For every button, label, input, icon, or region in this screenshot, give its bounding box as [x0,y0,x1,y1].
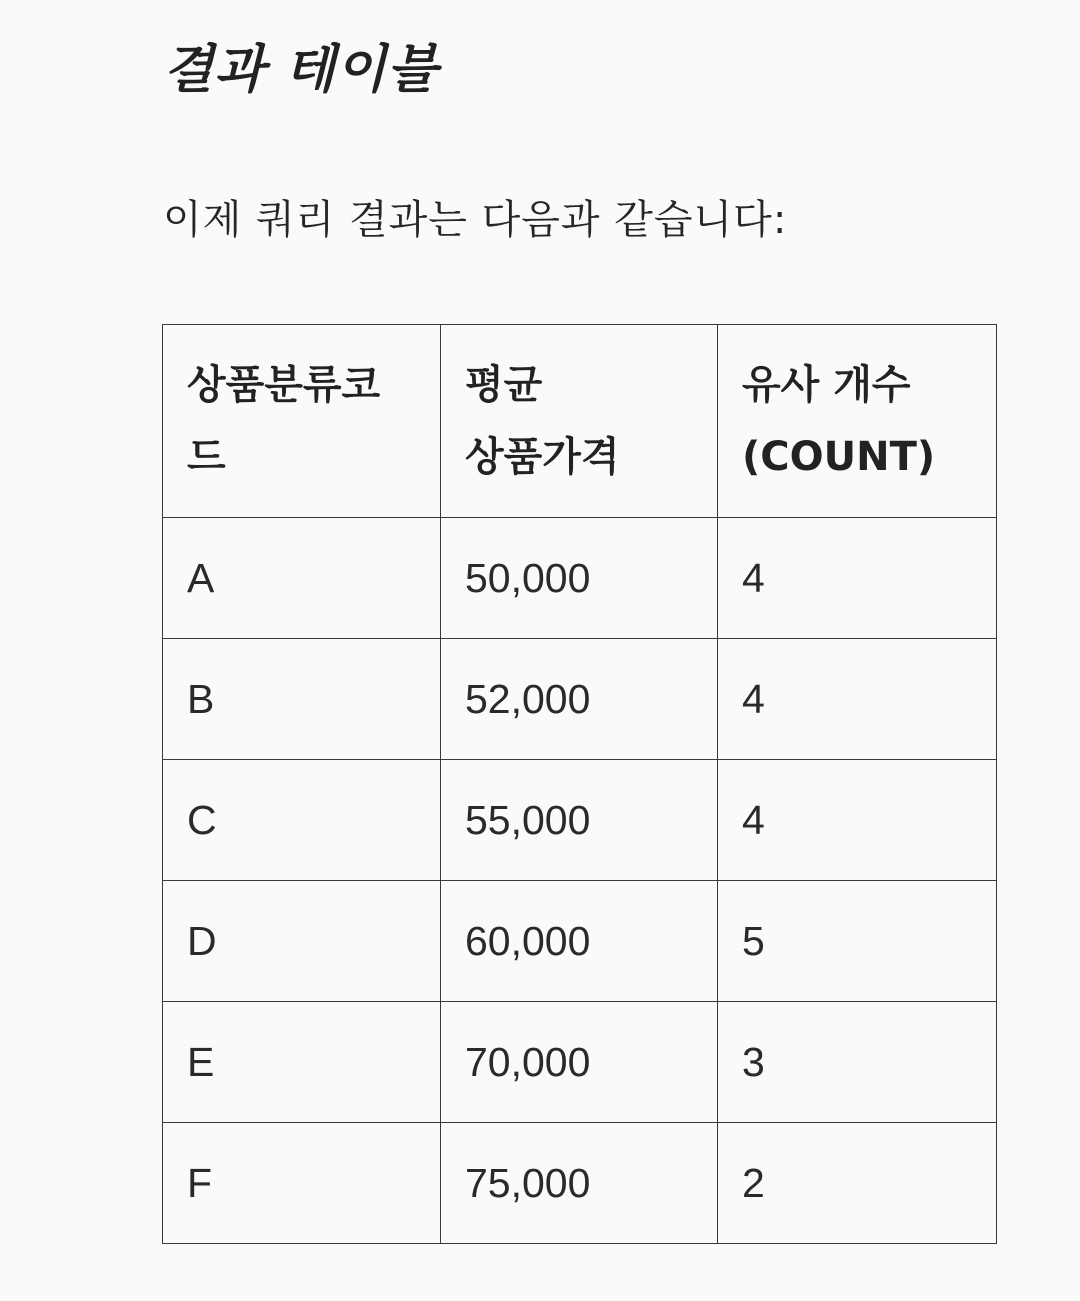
table-row [163,518,997,639]
cell-average-price: 55,000 [441,760,718,881]
header-category-code: 상품분류코드 [163,325,441,518]
cell-average-price: 52,000 [441,639,718,760]
cell-average-price: 50,000 [441,518,718,639]
cell-average-price: 70,000 [441,1002,718,1123]
table-row [163,1123,997,1244]
cell-category-code: A [163,518,441,639]
intro-text: 이제 쿼리 결과는 다음과 같습니다: [163,197,788,243]
header-count: 유사 개수 (COUNT) [718,325,997,518]
cell-count: 4 [718,639,997,760]
cell-average-price: 75,000 [441,1123,718,1244]
result-table [162,324,997,1244]
cell-category-code: F [163,1123,441,1244]
cell-category-code: E [163,1002,441,1123]
cell-count: 5 [718,881,997,1002]
header-average-price: 평균 상품가격 [441,325,718,518]
cell-count: 3 [718,1002,997,1123]
cell-category-code: D [163,881,441,1002]
cell-count: 4 [718,518,997,639]
section-heading: 결과 테이블 [163,40,439,100]
cell-category-code: B [163,639,441,760]
table-row [163,760,997,881]
cell-category-code: C [163,760,441,881]
table-row [163,1002,997,1123]
cell-count: 4 [718,760,997,881]
cell-count: 2 [718,1123,997,1244]
table-row [163,881,997,1002]
table-row [163,639,997,760]
cell-average-price: 60,000 [441,881,718,1002]
header-row [163,325,997,518]
